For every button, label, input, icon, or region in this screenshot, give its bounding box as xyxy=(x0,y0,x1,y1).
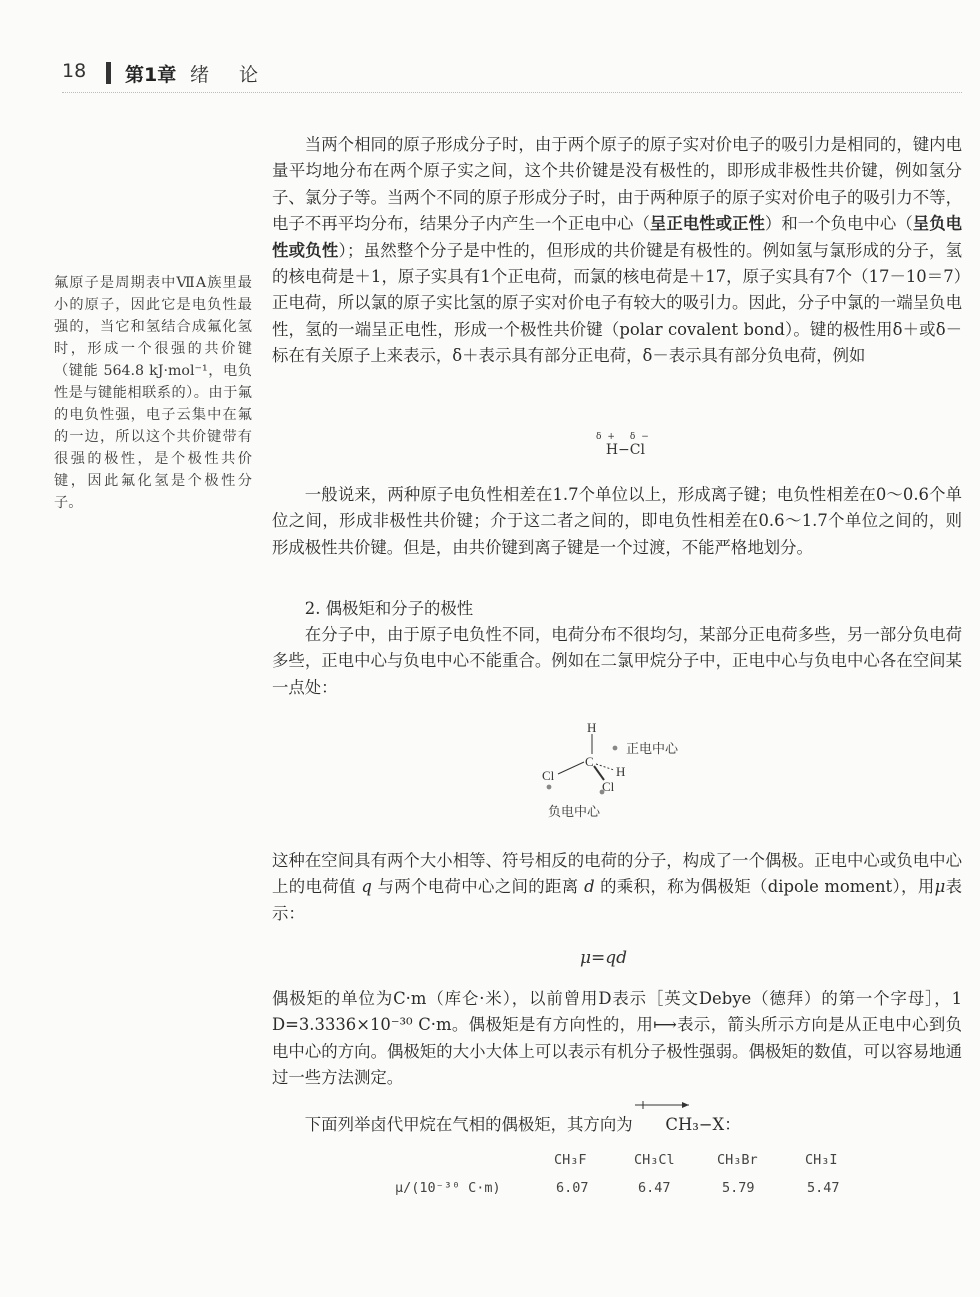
symbol-mu: μ xyxy=(934,877,946,897)
header-rule xyxy=(62,92,962,93)
para4-text-a: 这种在空间具有两个大小相等、符号相反的电荷的分子，构成了一个偶极。正电中心或负电中心上的电荷值 xyxy=(272,851,962,897)
table-cell-ch3cl: 6.47 xyxy=(638,1180,671,1196)
table-header-ch3br: CH₃Br xyxy=(717,1152,758,1168)
paragraph-electronegativity-difference xyxy=(272,482,962,561)
dipole-direction xyxy=(633,1108,725,1138)
bond-c-cl-bottom xyxy=(594,766,604,780)
para4-text-c: 的乘积，称为偶极矩（dipole moment），用 xyxy=(600,877,935,897)
table-cell-ch3i: 5.47 xyxy=(807,1180,840,1196)
para1-text-c: ）；虽然整个分子是中性的，但形成的共价键是有极性的。例如氢与氯形成的分子，氢的核电荷是＋1，原子实具有1个正电荷，而氯的核电荷是＋17，原子实具有7个（17－10＝7）正电荷，所以氯的原子实比氢的原子实对价电子有较大的吸引力。因此，分子中氯的一端呈负电性，氢的一端呈正电性，形成一个极性共价键（polar covalent bond）。键的极性用δ＋或δ－标在有关原子上来表示，δ＋表示具有部分正电荷，δ－表示具有部分负电荷，例如 xyxy=(272,240,962,366)
atom-c: C xyxy=(585,754,594,769)
bond-c-cl-left xyxy=(558,762,584,774)
positive-center-label: 正电中心 xyxy=(626,742,679,757)
table-row-label: μ/(10⁻³⁰ C·m) xyxy=(395,1180,501,1196)
dipole-direction-formula: CH₃−X xyxy=(665,1115,725,1134)
para1-bold-negative: 呈负电性或负性 xyxy=(272,214,963,260)
table-cell-ch3br: 5.79 xyxy=(722,1180,755,1196)
table-header-row xyxy=(380,1152,860,1174)
hcl-molecule: H−Cl xyxy=(605,442,645,458)
margin-note xyxy=(54,272,252,514)
atom-h-right: H xyxy=(616,764,626,779)
table-header-ch3f: CH₃F xyxy=(554,1152,587,1168)
dipole-equation: μ=qd xyxy=(580,948,628,968)
table-cell-ch3f: 6.07 xyxy=(556,1180,589,1196)
table-header-ch3i: CH₃I xyxy=(805,1152,838,1168)
negative-center-marker-dot xyxy=(547,785,552,790)
para1-bold-positive: 呈正电性或正性 xyxy=(649,214,765,234)
paragraph-dipole-intro xyxy=(272,622,962,701)
paragraph-dipole-units xyxy=(272,986,962,1092)
negative-center-label: 负电中心 xyxy=(548,805,601,820)
table-header-ch3cl: CH₃Cl xyxy=(634,1152,675,1168)
atom-cl-bottom: Cl xyxy=(602,779,615,794)
section-heading xyxy=(272,596,962,622)
page-number: 18 xyxy=(62,60,87,82)
chapter-title-char-2: 论 xyxy=(239,64,259,86)
para6-text: 下面列举卤代甲烷在气相的偶极矩，其方向为 xyxy=(304,1115,633,1134)
atom-cl-left: Cl xyxy=(542,768,555,783)
hcl-formula xyxy=(596,432,655,458)
symbol-d: d xyxy=(584,877,595,897)
header-divider-bar xyxy=(106,62,111,84)
paragraph-bond-polarity xyxy=(272,132,962,370)
bond-c-h-right xyxy=(596,764,614,770)
paragraph-dipole-definition xyxy=(272,848,962,927)
chapter-number: 第1章 xyxy=(125,64,177,86)
chapter-title xyxy=(190,60,258,87)
dichloromethane-diagram xyxy=(530,718,730,826)
paragraph-halomethanes xyxy=(272,1108,962,1138)
para6-tail: ： xyxy=(724,1115,741,1134)
para3-text: 在分子中，由于原子电负性不同，电荷分布不很均匀，某部分正电荷多些，另一部分负电荷多些，正电中心与负电中心不能重合。例如在二氯甲烷分子中，正电中心与负电中心各在空间某一点处： xyxy=(272,625,962,697)
atom-h-top: H xyxy=(587,720,597,735)
table-row xyxy=(380,1180,860,1202)
margin-note-text: 氟原子是周期表中ⅦA族里最小的原子，因此它是电负性最强的，当它和氢结合成氟化氢时，形成一个很强的共价键（键能 564.8 kJ·mol⁻¹，电负性是与键能相联系的）。由于氟的电负性强，电子云集中在氟的一边，所以这个共价键带有很强的极性，是个极性共价键，因此氟化氢是个极性分子。 xyxy=(54,275,252,511)
chapter-title-char-1: 绪 xyxy=(190,64,210,86)
symbol-q: q xyxy=(361,877,372,897)
positive-center-dot xyxy=(613,746,618,751)
para1-text-a: 当两个相同的原子形成分子时，由于两个原子的原子实对价电子的吸引力是相同的，键内电量平均地分布在两个原子实之间，这个共价键是没有极性的，即形成非极性共价键，例如氢分子、氯分子等。当两个不同的原子形成分子时，由于两种原子的原子实对价电子的吸引力不等，电子不再平均分布，结果分子内产生一个正电中心（ xyxy=(272,135,962,234)
para4-text-b: 与两个电荷中心之间的距离 xyxy=(377,877,579,897)
hcl-partial-charges: δ+ δ− xyxy=(596,432,655,442)
para4-text-e: 表示： xyxy=(272,877,962,923)
para5-text: 偶极矩的单位为C·m（库仑·米），以前曾用D表示［英文Debye（德拜）的第一个字母］，1 D=3.3336×10⁻³⁰ C·m。偶极矩是有方向性的，用⟼表示，箭头所示方向是从正电中心到负电中心的方向。偶极矩的大小大体上可以表示有机分子极性强弱。偶极矩的数值，可以容易地通过一些方法测定。 xyxy=(272,989,962,1088)
para1-text-b: ）和一个负电中心（ xyxy=(764,214,913,234)
dipole-arrow-icon xyxy=(633,1100,693,1110)
section-heading-text: 2. 偶极矩和分子的极性 xyxy=(304,599,474,618)
para2-text: 一般说来，两种原子电负性相差在1.7个单位以上，形成离子键；电负性相差在0～0.6个单位之间，形成非极性共价键；介于这二者之间的，即电负性相差在0.6～1.7个单位之间的，则形成极性共价键。但是，由共价键到离子键是一个过渡，不能严格地划分。 xyxy=(272,485,962,557)
